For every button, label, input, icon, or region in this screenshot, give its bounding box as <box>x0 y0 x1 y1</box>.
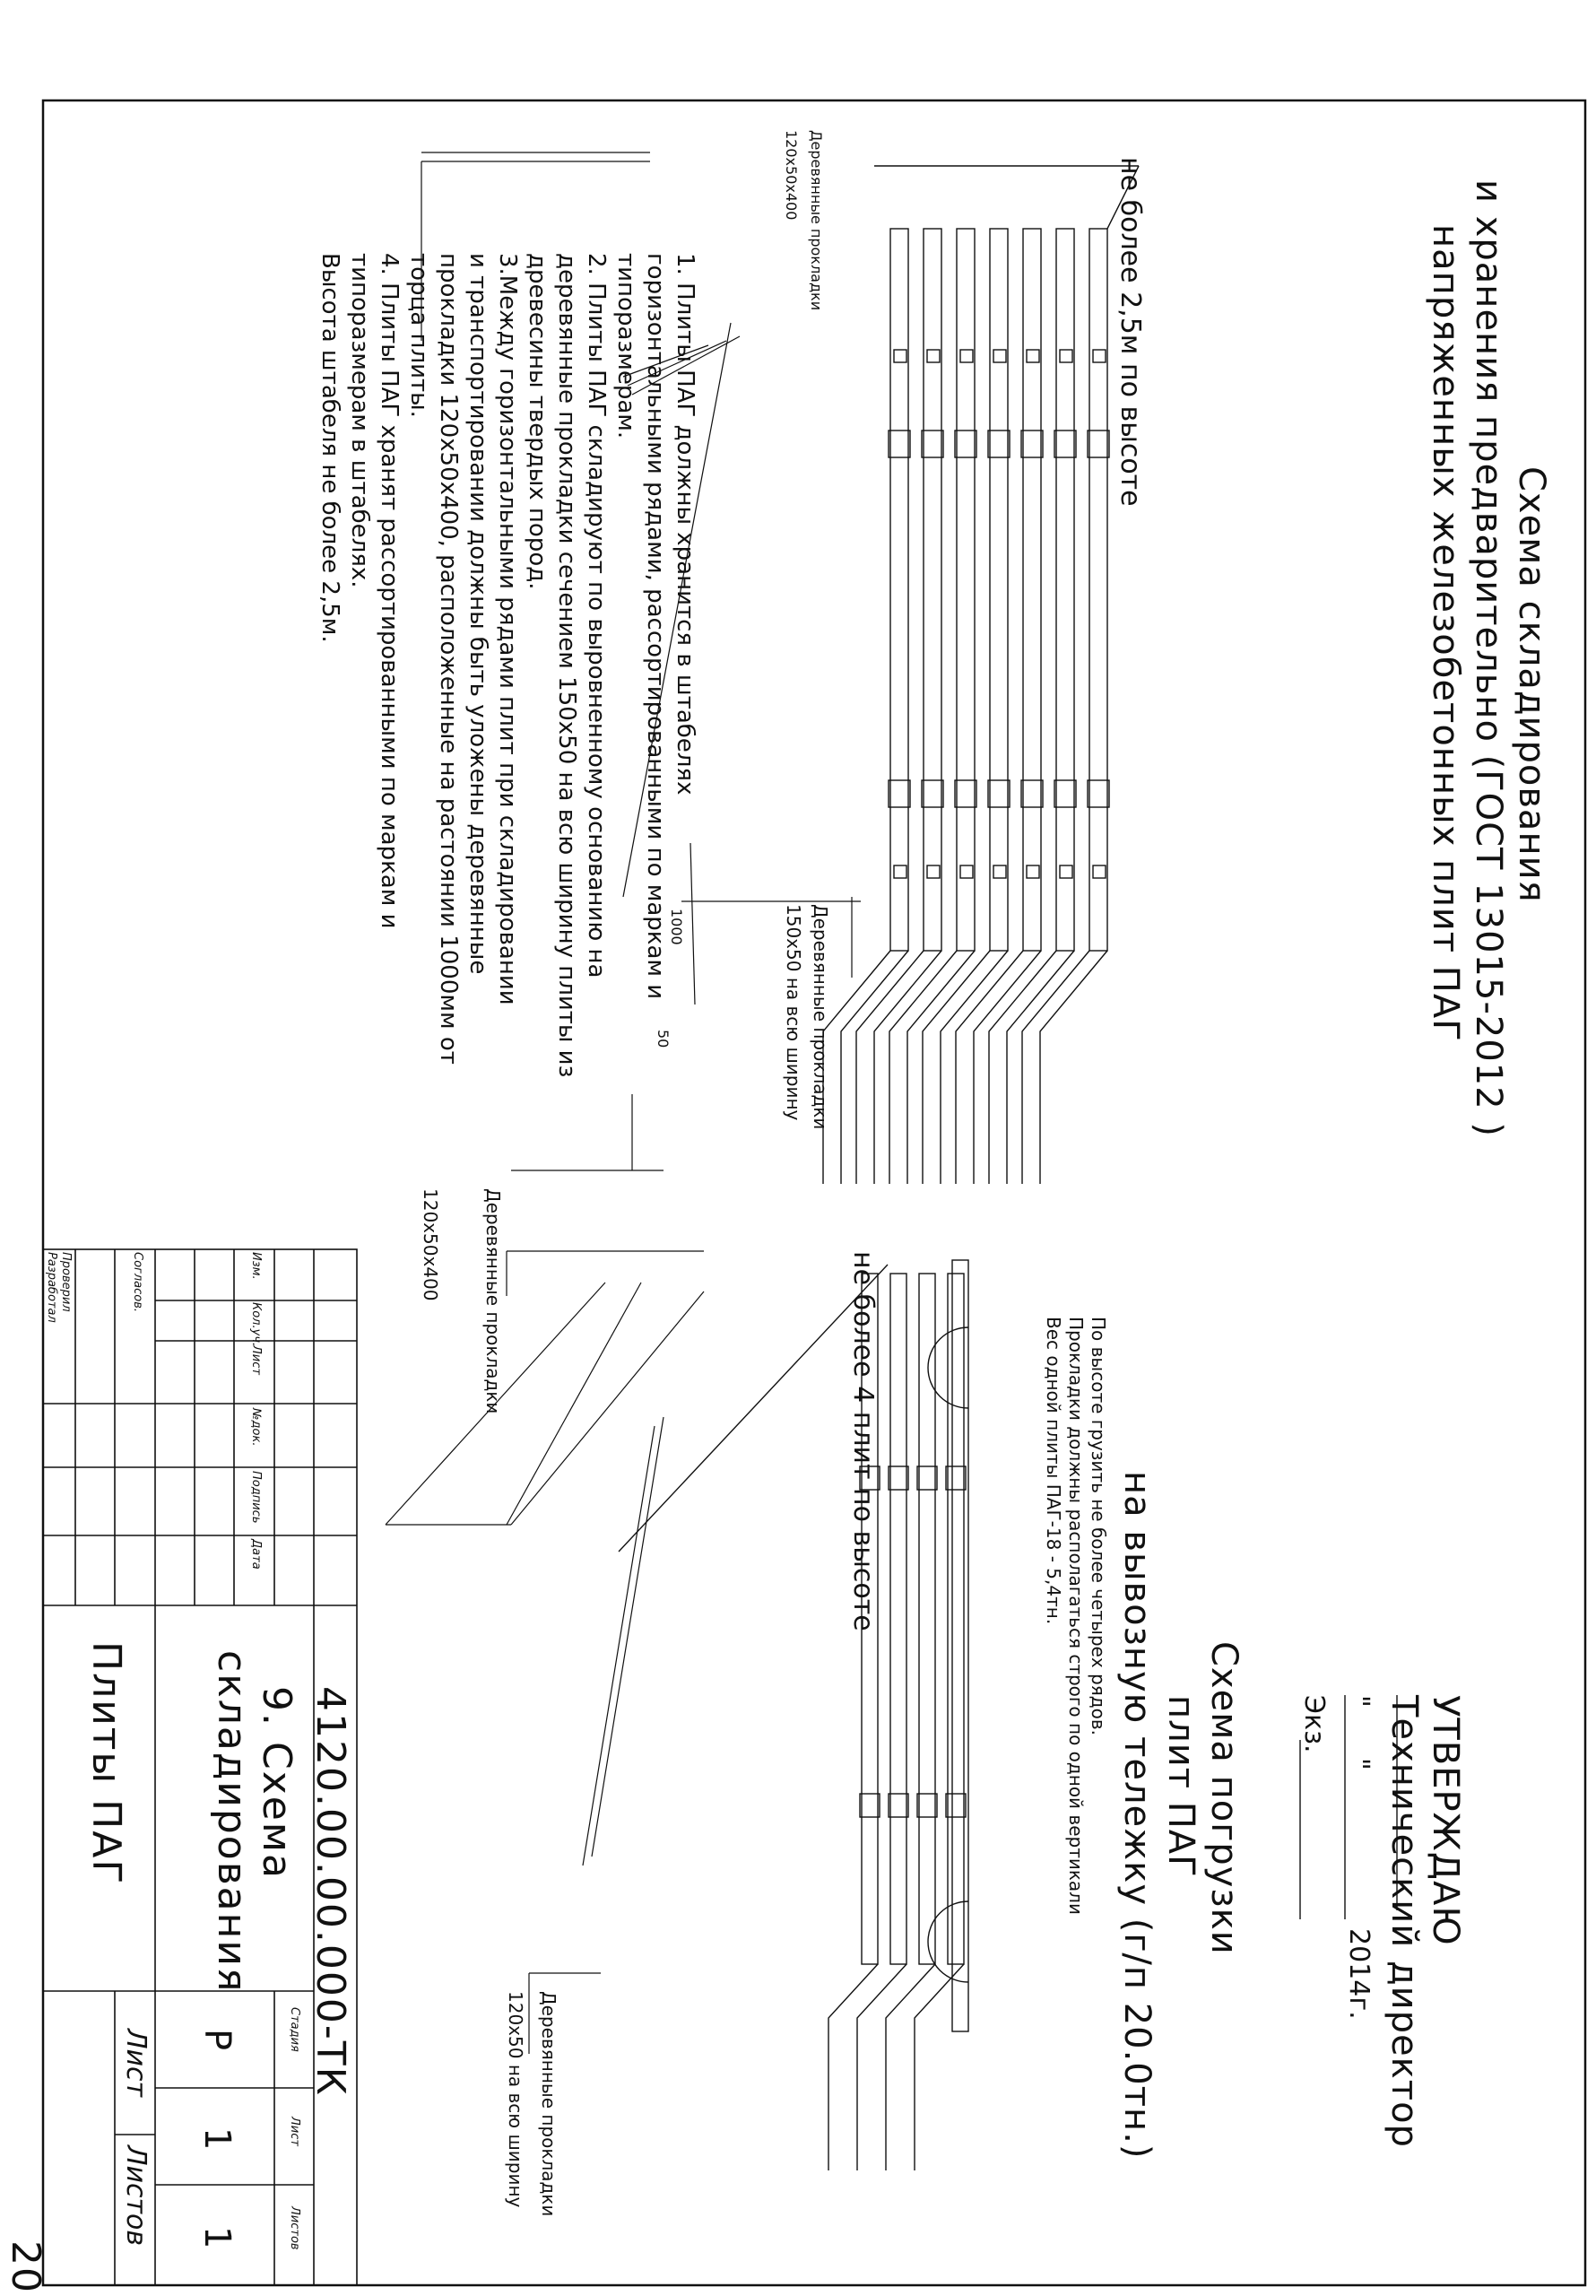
storage-dim-50: 50 <box>655 1030 672 1048</box>
approval-copy-label: Экз. <box>1298 1695 1330 1753</box>
loading-note-3: Вес одной плиты ПАГ-18 - 5,4тн. <box>1043 1317 1064 1625</box>
stamp-product: Плиты ПАГ <box>83 1641 129 1886</box>
main-title-line-1: Схема складирования <box>1511 466 1552 903</box>
page-number: 20 <box>3 2240 48 2294</box>
stamp-col-izm-label: Изм. <box>249 1252 263 1280</box>
loading-title-line-3: на вывозную тележку (г/п 20.0тн.) <box>1116 1471 1158 2160</box>
loading-spacer-bottom-label: Деревянные прокладки <box>538 1991 559 2217</box>
loading-note-1: По высоте грузить не более четырех рядов. <box>1088 1317 1109 1735</box>
storage-spacer-top-label: Деревянные прокладки <box>808 130 825 311</box>
stamp-row-razrabotal: Разработал <box>45 1252 58 1323</box>
stamp-h-list: Лист <box>288 2117 301 2146</box>
loading-spacer-top-size: 120х50х400 <box>420 1188 441 1301</box>
note-line: типоразмерам в штабелях. <box>346 253 373 588</box>
note-line: 4. Плиты ПАГ хранят рассортированными по маркам и <box>376 253 403 929</box>
storage-spacer-top-size: 120х50х400 <box>783 130 800 221</box>
loading-note-2: Прокладки должны располагаться строго по одной вертикали <box>1065 1317 1087 1915</box>
note-line: типоразмерам. <box>612 253 639 439</box>
note-line: горизонтальными рядами, рассортированными по маркам и <box>642 253 669 1000</box>
note-line: древесины твердых пород. <box>524 253 551 590</box>
loading-spacer-bottom-size: 120х50 на всю ширину <box>505 1991 526 2208</box>
approval-quote-open: " <box>1343 1695 1375 1708</box>
storage-dim-1000: 1000 <box>668 909 685 945</box>
note-line: 3.Между горизонтальными рядами плит при складировании <box>494 253 521 1005</box>
approval-year: 2014г. <box>1343 1928 1375 2020</box>
storage-spacer-bottom-size: 150х50 на всю ширину <box>783 904 804 1121</box>
stamp-foot-list: Лист <box>120 2029 152 2098</box>
stamp-h-stadia: Стадия <box>288 2007 301 2052</box>
stamp-col-data: Дата <box>249 1539 263 1570</box>
loading-title-line-2: плит ПАГ <box>1160 1695 1201 1878</box>
note-line: 2. Плиты ПАГ складируют по выровненному основанию на <box>583 253 610 978</box>
main-title-line-2: и хранения предварительно (ГОСТ 13015-2012 ) <box>1468 179 1509 1138</box>
approval-title: УТВЕРЖДАЮ <box>1425 1695 1466 1946</box>
storage-notes <box>315 253 699 1186</box>
note-line: торца плиты. <box>405 253 432 418</box>
stamp-v-listov: 1 <box>196 2226 238 2250</box>
note-line: деревянные прокладки сечением 150х50 на всю ширину плиты из <box>553 253 580 1078</box>
stamp-doc-code: 4120.00.00.000-ТК <box>308 1686 353 2097</box>
loading-height-label: не более 4 плит по высоте <box>847 1251 879 1631</box>
note-line: и транспортировании должны быть уложены деревянные <box>464 253 491 975</box>
stamp-v-list: 1 <box>196 2127 238 2152</box>
stamp-sheet-title-2: складирования <box>209 1650 255 1994</box>
storage-spacer-bottom-label: Деревянные прокладки <box>810 904 831 1130</box>
stamp-col-podpis: Подпись <box>249 1471 263 1524</box>
main-title-line-3: напряженных железобетонных плит ПАГ <box>1425 224 1466 1042</box>
approval-quote-close: " <box>1343 1758 1375 1770</box>
note-line: Высота штабеля не более 2,5м. <box>317 253 343 643</box>
stamp-h-listov: Листов <box>288 2206 301 2250</box>
note-line: прокладки 120х50х400, расположенные на растоянии 1000мм от <box>435 253 462 1065</box>
loading-title-line-1: Схема погрузки <box>1203 1641 1245 1955</box>
stamp-foot-listov: Листов <box>120 2145 152 2247</box>
storage-height-label: не более 2,5м по высоте <box>1115 157 1146 507</box>
stamp-sheet-title-1: 9. Схема <box>254 1686 299 1880</box>
loading-spacer-top-label: Деревянные прокладки <box>482 1188 504 1414</box>
approval-position: Технический директор <box>1383 1695 1425 2148</box>
stamp-col-list: Лист <box>249 1345 263 1375</box>
stamp-col-ndok: №док. <box>249 1408 263 1447</box>
note-line: 1. Плиты ПАГ должны хранится в штабелях <box>672 253 698 796</box>
stamp-v-stadia: Р <box>196 2029 238 2052</box>
stamp-col-kol: Кол.уч. <box>249 1302 263 1347</box>
stamp-row-soglas: Согласов. <box>131 1252 144 1313</box>
stamp-row-proveril: Проверил <box>59 1252 73 1312</box>
